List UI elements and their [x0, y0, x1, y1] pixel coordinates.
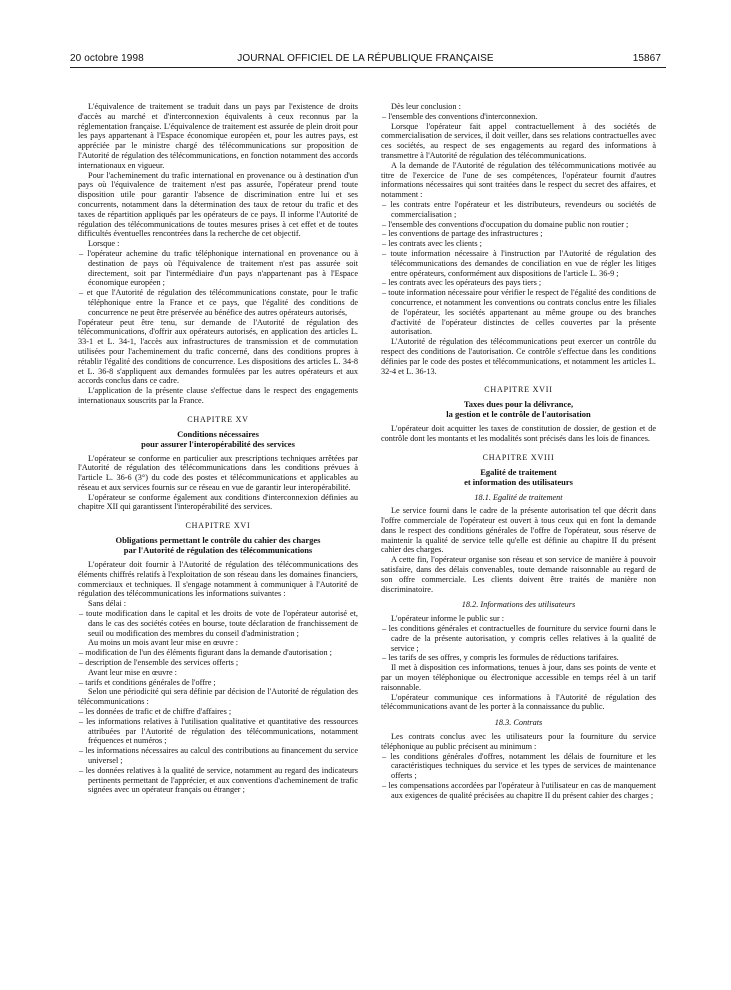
paragraph: Dès leur conclusion : [391, 102, 461, 111]
list-item: – toute information nécessaire pour vérifier le respect de l'égalité des conditions de concurrence, et notamment les conventions ou contrats conclus entre les filiales de l'opérateur, les sociétés appartenant au même groupe ou des branches d'activité de l'opérateur distinctes de celles couvertes par la présente autorisation. [382, 288, 656, 337]
header-date: 20 octobre 1998 [70, 53, 144, 64]
paragraph: L'opérateur se conforme également aux conditions d'interconnexion définies au chapitre XII qui garantissent l'interopérabilité des services. [78, 492, 358, 512]
chapter-title-line: Obligations permettant le contrôle du cahier des charges [115, 535, 321, 546]
list-item: – les conventions de partage des infrastructures ; [382, 229, 543, 239]
list-item: – les conditions générales et contractuelles de fourniture du service fourni dans le cadre de la présente autorisation, y compris celles relatives à la qualité de service ; [382, 624, 656, 653]
paragraph: Pour l'acheminement du trafic international en provenance ou à destination d'un pays où l'équivalence de traitement n'est pas assurée, l'opérateur prend toute disposition utile pour garantir l'absence de discrimination entre lui et ses concurrents, notamment dans la détermination des taux de retour du trafic et des taxes de répartition appliqués par les opérateurs de ce pays. Il informe l'Autorité de régulation des télécommunications de toutes mesures prises à cet effet et de toutes difficultés éventuelles rencontrées dans la recherche de cet objectif. [78, 170, 358, 239]
paragraph: L'équivalence de traitement se traduit dans un pays par l'existence de droits d'accès au marché et d'interconnexion équivalents à ceux reconnus par la réglementation française. L'équivalence de traitement est assurée de plein droit pour les pays appartenant à l'Espace économique européen et, pour les autres pays, est appréciée par le ministre chargé des télécommunications sur proposition de l'Autorité de régulation des télécommunications, en fonction notamment des accords internationaux en vigueur. [78, 102, 358, 170]
list-item: – l'opérateur achemine du trafic téléphonique international en provenance ou à destination de pays où l'équivalence de traitement n'est pas assurée soit directement, soit par l'intermédiaire d'un pays n'appartenant pas à l'Espace économique européen ; [79, 248, 358, 288]
chapter-heading: CHAPITRE XVII [484, 385, 553, 395]
list-item: – toute modification dans le capital et les droits de vote de l'opérateur autorisé et, dans le cas des sociétés cotées en bourse, toute déclaration de franchissement de seuil ou modification des membres du conseil d'administration ; [79, 609, 358, 638]
paragraph: Lorsque l'opérateur fait appel contractuellement à des sociétés de commercialisation de services, il doit veiller, dans ses relations contractuelles avec ces sociétés, au respect de ses engagements au regard des informations à transmettre à l'Autorité de régulation des télécommunications. [381, 121, 656, 160]
chapter-title-line: par l'Autorité de régulation des télécommunications [123, 545, 313, 556]
chapter-heading: CHAPITRE XVI [185, 521, 251, 531]
chapter-title-line: et information des utilisateurs [464, 476, 573, 487]
paragraph: L'Autorité de régulation des télécommunications peut exercer un contrôle du respect des conditions de l'autorisation. Ce contrôle s'effectue dans les conditions définies par le code des postes et télécommunications, et notamment les articles L. 32-4 et L. 36-13. [381, 337, 656, 376]
list-item: – les tarifs de ses offres, y compris les formules de réductions tarifaires. [382, 653, 619, 663]
list-item: – les informations nécessaires au calcul des contributions au financement du service universel ; [79, 746, 358, 766]
list-item: – l'ensemble des conventions d'interconnexion. [382, 111, 538, 121]
list-item: – modification de l'un des éléments figurant dans la demande d'autorisation ; [79, 648, 332, 658]
chapter-title-line: Taxes dues pour la délivrance, [463, 399, 574, 410]
paragraph: L'opérateur doit fournir à l'Autorité de régulation des télécommunications des éléments chiffrés relatifs à l'exploitation de son réseau dans les domaines financiers, commerciaux et techniques. Il s'engage notamment à communiquer à l'Autorité de régulation des télécommunications les informations suivantes : [78, 560, 358, 599]
list-item: – les contrats avec les opérateurs des pays tiers ; [382, 278, 542, 288]
paragraph: A cette fin, l'opérateur organise son réseau et son service de manière à pouvoir satisfaire, dans des délais convenables, toute demande raisonnable au regard de son offre commerciale. Les clients doivent être traités de manière non discriminatoire. [381, 555, 656, 594]
list-item: – les contrats avec les clients ; [382, 239, 482, 249]
chapter-title [78, 535, 358, 555]
header-page-number: 15867 [632, 53, 661, 64]
list-item: – toute information nécessaire à l'instruction par l'Autorité de régulation des télécommunications des demandes de conciliation en vue de régler les litiges entre opérateurs, conformément aux dispositions de l'article L. 36-9 ; [382, 248, 656, 278]
list-item: – les contrats entre l'opérateur et les distributeurs, revendeurs ou sociétés de commercialisation ; [382, 199, 656, 219]
list-item: – les données de trafic et de chiffre d'affaires ; [79, 707, 232, 717]
right-column [381, 102, 656, 801]
list-item: – description de l'ensemble des services offerts ; [79, 658, 239, 668]
chapter-title [381, 467, 656, 487]
list-item: – tarifs et conditions générales de l'offre ; [79, 677, 216, 687]
paragraph: L'opérateur communique ces informations à l'Autorité de régulation des télécommunications avant de les porter à la connaissance du public. [381, 692, 656, 712]
chapter-title-line: la gestion et le contrôle de l'autorisation [446, 409, 591, 420]
paragraph: A la demande de l'Autorité de régulation des télécommunications motivée au titre de l'exercice de l'une de ses compétences, l'opérateur fournit d'autres informations nécessaires qui sont traitées dans le respect du secret des affaires, et notamment : [381, 160, 656, 200]
paragraph: Lorsque : [88, 239, 120, 249]
paragraph: L'opérateur doit acquitter les taxes de constitution de dossier, de gestion et de contrôle dont les montants et les modalités sont précisés dans les lois de finances. [381, 424, 656, 443]
chapter-heading: CHAPITRE XVIII [482, 452, 555, 462]
paragraph: Selon une périodicité qui sera définie par décision de l'Autorité de régulation des télécommunications : [78, 687, 358, 707]
list-item: – les données relatives à la qualité de service, notamment au regard des indicateurs pertinents permettant de l'apprécier, et aux conventions d'acheminement de trafic signées avec un opérateur français ou étranger ; [79, 765, 358, 795]
paragraph: Sans délai : [88, 599, 127, 609]
header-rule [70, 67, 666, 68]
paragraph: Au moins un mois avant leur mise en œuvre : [88, 638, 239, 648]
list-item: – les informations relatives à l'utilisation qualitative et quantitative des ressources attribuées par l'Autorité de régulation des télécommunications, notamment fréquences et numéros ; [79, 716, 358, 746]
chapter-title [78, 429, 358, 449]
paragraph: Le service fourni dans le cadre de la présente autorisation tel que décrit dans l'offre commerciale de l'opérateur est ouvert à tous ceux qui en font la demande dans le respect des conditions générales de l'offre de l'opérateur, sous réserve de maintenir la qualité de service telle qu'elle est définie au chapitre II du présent cahier des charges. [381, 506, 656, 555]
paragraph: L'opérateur informe le public sur : [391, 614, 505, 624]
section-heading: 18.3. Contrats [494, 718, 543, 728]
chapter-heading: CHAPITRE XV [187, 414, 249, 424]
chapter-title-line: pour assurer l'interopérabilité des services [141, 438, 295, 449]
chapter-title-line: Egalité de traitement [480, 466, 557, 477]
left-column [78, 102, 358, 795]
paragraph: L'opérateur se conforme en particulier aux prescriptions techniques arrêtées par l'Autorité de régulation des télécommunications dans les conditions prévues à l'article L. 36-6 (3°) du code des postes et télécommunications et applicables au réseau et aux services fournis sur ce réseau en vue de garantir leur interopérabilité. [78, 453, 358, 492]
list-item: – l'ensemble des conventions d'occupation du domaine public non routier ; [382, 219, 629, 229]
chapter-title-line: Conditions nécessaires [177, 428, 259, 439]
paragraph: L'application de la présente clause s'effectue dans le respect des engagements internationaux souscrits par la France. [78, 386, 358, 405]
chapter-title [381, 399, 656, 419]
paragraph: Il met à disposition ces informations, tenues à jour, dans ses points de vente et par un moyen téléphonique ou électronique accessible en temps réel à un tarif raisonnable. [381, 663, 656, 692]
paragraph: Avant leur mise en œuvre : [88, 667, 177, 677]
paragraph: l'opérateur peut être tenu, sur demande de l'Autorité de régulation des télécommunications, d'offrir aux opérateurs autorisés, en application des articles L. 33-1 et L. 34-1, l'accès aux infrastructures de transmission et de commutation utilisées pour l'acheminement du trafic concerné, dans des conditions propres à rétablir l'égalité des conditions de concurrence. Les dispositions des articles L. 34-8 et L. 36-8 s'appliquent aux demandes formulées par les autres opérateurs et aux accords conclus dans ce cadre. [78, 317, 358, 386]
section-heading: 18.2. Informations des utilisateurs [461, 600, 576, 610]
list-item: – et que l'Autorité de régulation des télécommunications constate, pour le trafic téléphonique entre la France et ce pays, que l'égalité des conditions de concurrence ne peut être préservée au bénéfice des autres opérateurs autorisés, [79, 288, 358, 317]
paragraph: Les contrats conclus avec les utilisateurs pour la fourniture du service téléphonique au public précisent au minimum : [381, 732, 656, 751]
list-item: – les conditions générales d'offres, notamment les délais de fourniture et les caractéristiques techniques du service et les types de services de maintenance offerts ; [382, 751, 656, 781]
header-title: JOURNAL OFFICIEL DE LA RÉPUBLIQUE FRANÇAISE [237, 53, 494, 64]
section-heading: 18.1. Egalité de traitement [474, 492, 563, 502]
list-item: – les compensations accordées par l'opérateur à l'utilisateur en cas de manquement aux exigences de qualité précisées au chapitre II du présent cahier des charges ; [382, 781, 656, 800]
